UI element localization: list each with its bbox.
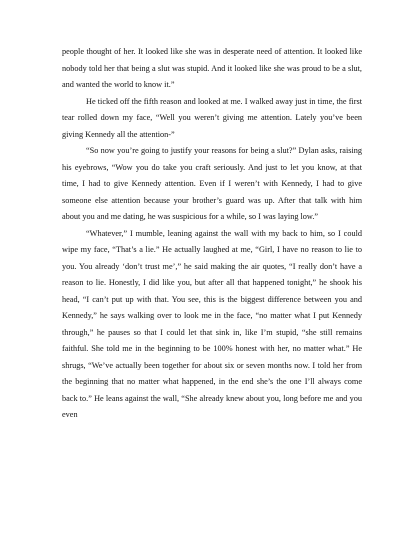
body-text [62, 44, 362, 424]
paragraph-4: “Whatever,” I mumble, leaning against the wall with my back to him, so I could wipe my face, “That’s a lie.” He actually laughed at me, “Girl, I have no reason to lie to you. You already ‘don’t trust me’,” he said making the air quotes, “I really don’t have a reason to lie. Honestly, I did like you, but after all that happened tonight,” he shook his head, “I can’t put up with that. You see, this is the biggest difference between you and Kennedy,” he says walking over to look me in the face, “no matter what I put Kennedy through,” he pauses so that I could let that sink in, like I’m stupid, “she still remains faithful. She told me in the beginning to be 100% honest with her, no matter what.” He shrugs, “We’ve actually been together for about six or seven months now. I told her from the beginning that no matter what happened, in the end she’s the one I’ll always come back to.” He leans against the wall, “She already knew about you, long before me and you even [62, 228, 362, 419]
paragraph-3: “So now you’re going to justify your reasons for being a slut?” Dylan asks, raising his eyebrows, “Wow you do take you craft seriously. And just to let you know, at that time, I had to give Kennedy attention. Even if I weren’t with Kennedy, I had to give someone else attention because your brother’s guard was up. After that talk with him about you and me dating, he was suspicious for a while, so I was laying low.” [62, 146, 362, 221]
paragraph-2: He ticked off the fifth reason and looked at me. I walked away just in time, the first tear rolled down my face, “Well you weren’t giving me attention. Lately you’ve been giving Kennedy all the attention-” [62, 96, 362, 139]
paragraph-1: people thought of her. It looked like she was in desperate need of attention. It looked like nobody told her that being a slut was stupid. And it looked like she was proud to be a slut, and wanted the world to know it.” [62, 47, 362, 89]
